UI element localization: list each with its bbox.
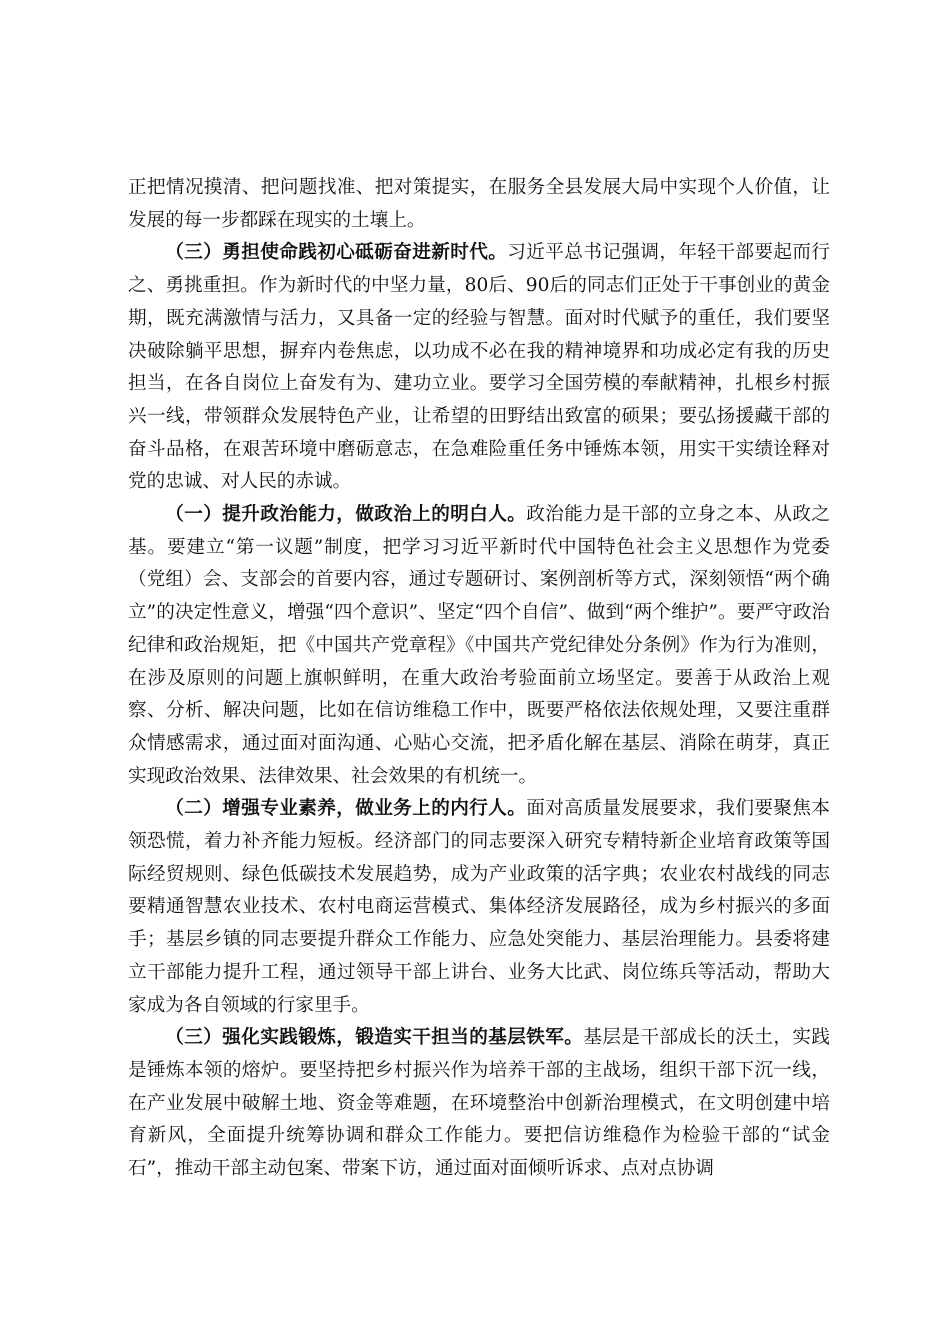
paragraph-text: 政治能力是干部的立身之本、从政之基。要建立“第一议题”制度，把学习习近平新时代中国特色社会主义思想作为党委（党组）会、支部会的首要内容，通过专题研讨、案例剖析等方式，深刻领悟“两个确立”的决定性意义，增强“四个意识”、坚定“四个自信”、做到“两个维护”。要严守政治纪律和政治规矩，把《中国共产党章程》《中国共产党纪律处分条例》作为行为准则，在涉及原则的问题上旗帜鲜明，在重大政治考验面前立场坚定。要善于从政治上观察、分析、解决问题，比如在信访维稳工作中，既要严格依法依规处理，又要注重群众情感需求，通过面对面沟通、心贴心交流，把矛盾化解在基层、消除在萌芽，真正实现政治效果、法律效果、社会效果的有机统一。 bbox=[128, 504, 830, 787]
paragraph-section-one-political bbox=[128, 499, 830, 793]
paragraph-heading: （二）增强专业素养，做业务上的内行人。 bbox=[165, 798, 527, 820]
paragraph-heading: （一）提升政治能力，做政治上的明白人。 bbox=[165, 504, 527, 526]
paragraph-continuation bbox=[128, 172, 830, 237]
paragraph-section-three-practice bbox=[128, 1022, 830, 1186]
paragraph-section-two-professional bbox=[128, 793, 830, 1022]
paragraph-section-three-mission bbox=[128, 237, 830, 499]
document-body bbox=[128, 172, 830, 1186]
paragraph-text: 基层是干部成长的沃土，实践是锤炼本领的熔炉。要坚持把乡村振兴作为培养干部的主战场，组织干部下沉一线，在产业发展中破解土地、资金等难题，在环境整治中创新治理模式，在文明创建中培育新风，全面提升统筹协调和群众工作能力。要把信访维稳作为检验干部的“试金石”，推动干部主动包案、带案下访，通过面对面倾听诉求、点对点协调 bbox=[128, 1027, 830, 1180]
paragraph-text: 面对高质量发展要求，我们要聚焦本领恐慌，着力补齐能力短板。经济部门的同志要深入研究专精特新企业培育政策等国际经贸规则、绿色低碳技术发展趋势，成为产业政策的活字典；农业农村战线的同志要精通智慧农业技术、农村电商运营模式、集体经济发展路径，成为乡村振兴的多面手；基层乡镇的同志要提升群众工作能力、应急处突能力、基层治理能力。县委将建立干部能力提升工程，通过领导干部上讲台、业务大比武、岗位练兵等活动，帮助大家成为各自领域的行家里手。 bbox=[128, 798, 830, 1016]
paragraph-text: 正把情况摸清、把问题找准、把对策提实，在服务全县发展大局中实现个人价值，让发展的每一步都踩在现实的土壤上。 bbox=[128, 177, 830, 231]
paragraph-heading: （三）强化实践锻炼，锻造实干担当的基层铁军。 bbox=[165, 1027, 584, 1049]
paragraph-text: 习近平总书记强调，年轻干部要起而行之、勇挑重担。作为新时代的中坚力量，80后、90后的同志们正处于干事创业的黄金期，既充满激情与活力，又具备一定的经验与智慧。面对时代赋予的重任，我们要坚决破除躺平思想，摒弃内卷焦虑，以功成不必在我的精神境界和功成必定有我的历史担当，在各自岗位上奋发有为、建功立业。要学习全国劳模的奉献精神，扎根乡村振兴一线，带领群众发展特色产业，让希望的田野结出致富的硕果；要弘扬援藏干部的奋斗品格，在艰苦环境中磨砺意志，在急难险重任务中锤炼本领，用实干实绩诠释对党的忠诚、对人民的赤诚。 bbox=[128, 242, 830, 493]
paragraph-heading: （三）勇担使命践初心砥砺奋进新时代。 bbox=[165, 242, 508, 264]
